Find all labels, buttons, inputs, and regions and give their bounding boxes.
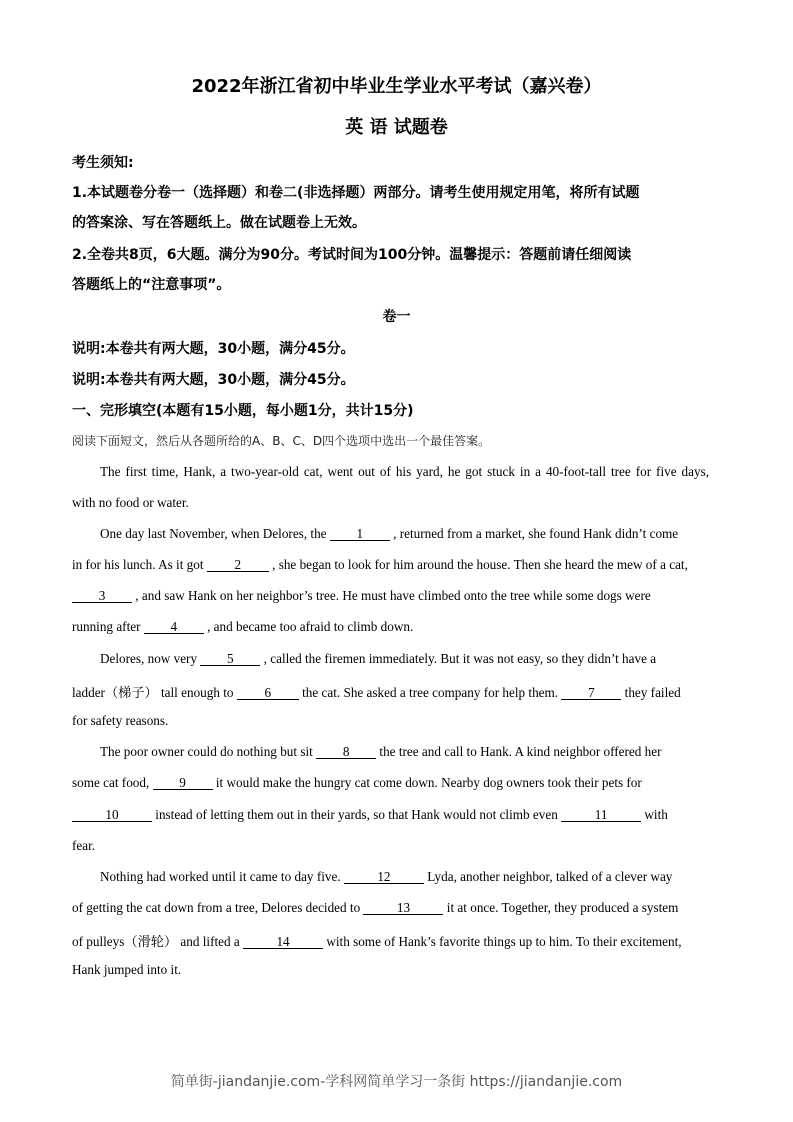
blank-9: 9 xyxy=(153,776,213,790)
footer-watermark: 简单街-jiandanjie.com-学科网简单学习一条街 https://jiandanjie.com xyxy=(170,1074,623,1090)
blank-13: 13 xyxy=(363,901,443,915)
passage-line: The first time, Hank, a two-year-old cat, went out of his yard, he got stuck in a 40-foot-tall tree for five days, xyxy=(100,464,709,479)
passage-line: some cat food, 9 it would make the hungry cat come down. Nearby dog owners took their pets for xyxy=(72,775,642,790)
passage-line: with no food or water. xyxy=(72,495,189,510)
notice-item-2-line-1: 2.全卷共8页，6大题。满分为90分。考试时间为100分钟。温馨提示：答题前请任细阅读 xyxy=(72,247,632,263)
passage-line: Delores, now very 5 , called the firemen immediately. But it was not easy, so they didn’t have a xyxy=(100,651,657,666)
blank-1: 1 xyxy=(330,527,390,541)
blank-4: 4 xyxy=(144,620,204,634)
blank-5: 5 xyxy=(200,652,260,666)
volume-label: 卷一 xyxy=(382,309,411,325)
passage-line: Nothing had worked until it came to day five. 12 Lyda, another neighbor, talked of a clever way xyxy=(100,869,673,884)
notice-item-1-line-1: 1.本试题卷分卷一（选择题）和卷二(非选择题）两部分。请考生使用规定用笔，将所有试题 xyxy=(72,185,640,201)
volume-note-2: 说明:本卷共有两大题，30小题，满分45分。 xyxy=(72,372,355,388)
notice-heading: 考生须知: xyxy=(72,155,134,171)
passage-line: for safety reasons. xyxy=(72,713,169,728)
exam-subtitle: 英 语 试题卷 xyxy=(345,117,448,138)
notice-item-2-line-2: 答题纸上的“注意事项”。 xyxy=(72,277,231,293)
blank-2: 2 xyxy=(207,558,269,572)
section-heading: 一、完形填空(本题有15小题，每小题1分，共计15分) xyxy=(72,403,414,419)
passage-line: The poor owner could do nothing but sit 8 the tree and call to Hank. A kind neighbor offered her xyxy=(100,744,662,759)
blank-10: 10 xyxy=(72,808,152,822)
passage-line: of getting the cat down from a tree, Delores decided to 13 it at once. Together, they produced a system xyxy=(72,900,679,915)
exam-title: 2022年浙江省初中毕业生学业水平考试（嘉兴卷） xyxy=(191,76,602,97)
passage-line: of pulleys（滑轮） and lifted a 14 with some of Hank’s favorite things up to him. To their excitement, xyxy=(72,934,682,949)
blank-6: 6 xyxy=(237,686,299,700)
blank-11: 11 xyxy=(561,808,641,822)
passage-line: One day last November, when Delores, the 1 , returned from a market, she found Hank didn’t come xyxy=(100,526,679,541)
blank-12: 12 xyxy=(344,870,424,884)
passage-line: 10 instead of letting them out in their yards, so that Hank would not climb even 11 with xyxy=(72,807,668,823)
passage-line: in for his lunch. As it got 2 , she began to look for him around the house. Then she heard the mew of a cat, xyxy=(72,557,688,572)
passage-line: 3 , and saw Hank on her neighbor’s tree. He must have climbed onto the tree while some dogs were xyxy=(72,588,651,604)
blank-8: 8 xyxy=(316,745,376,759)
passage-line: Hank jumped into it. xyxy=(72,962,182,977)
volume-note-1: 说明:本卷共有两大题，30小题，满分45分。 xyxy=(72,341,355,357)
blank-7: 7 xyxy=(561,686,621,700)
blank-3: 3 xyxy=(72,589,132,603)
section-instruction: 阅读下面短文，然后从各题所给的A、B、C、D四个选项中选出一个最佳答案。 xyxy=(72,434,491,448)
passage-line: running after 4 , and became too afraid to climb down. xyxy=(72,619,414,634)
blank-14: 14 xyxy=(243,935,323,949)
notice-item-1-line-2: 的答案涂、写在答题纸上。做在试题卷上无效。 xyxy=(72,215,366,231)
passage-line: ladder（梯子） tall enough to 6 the cat. She asked a tree company for help them. 7 they failed xyxy=(72,685,681,700)
passage-line: fear. xyxy=(72,838,96,853)
